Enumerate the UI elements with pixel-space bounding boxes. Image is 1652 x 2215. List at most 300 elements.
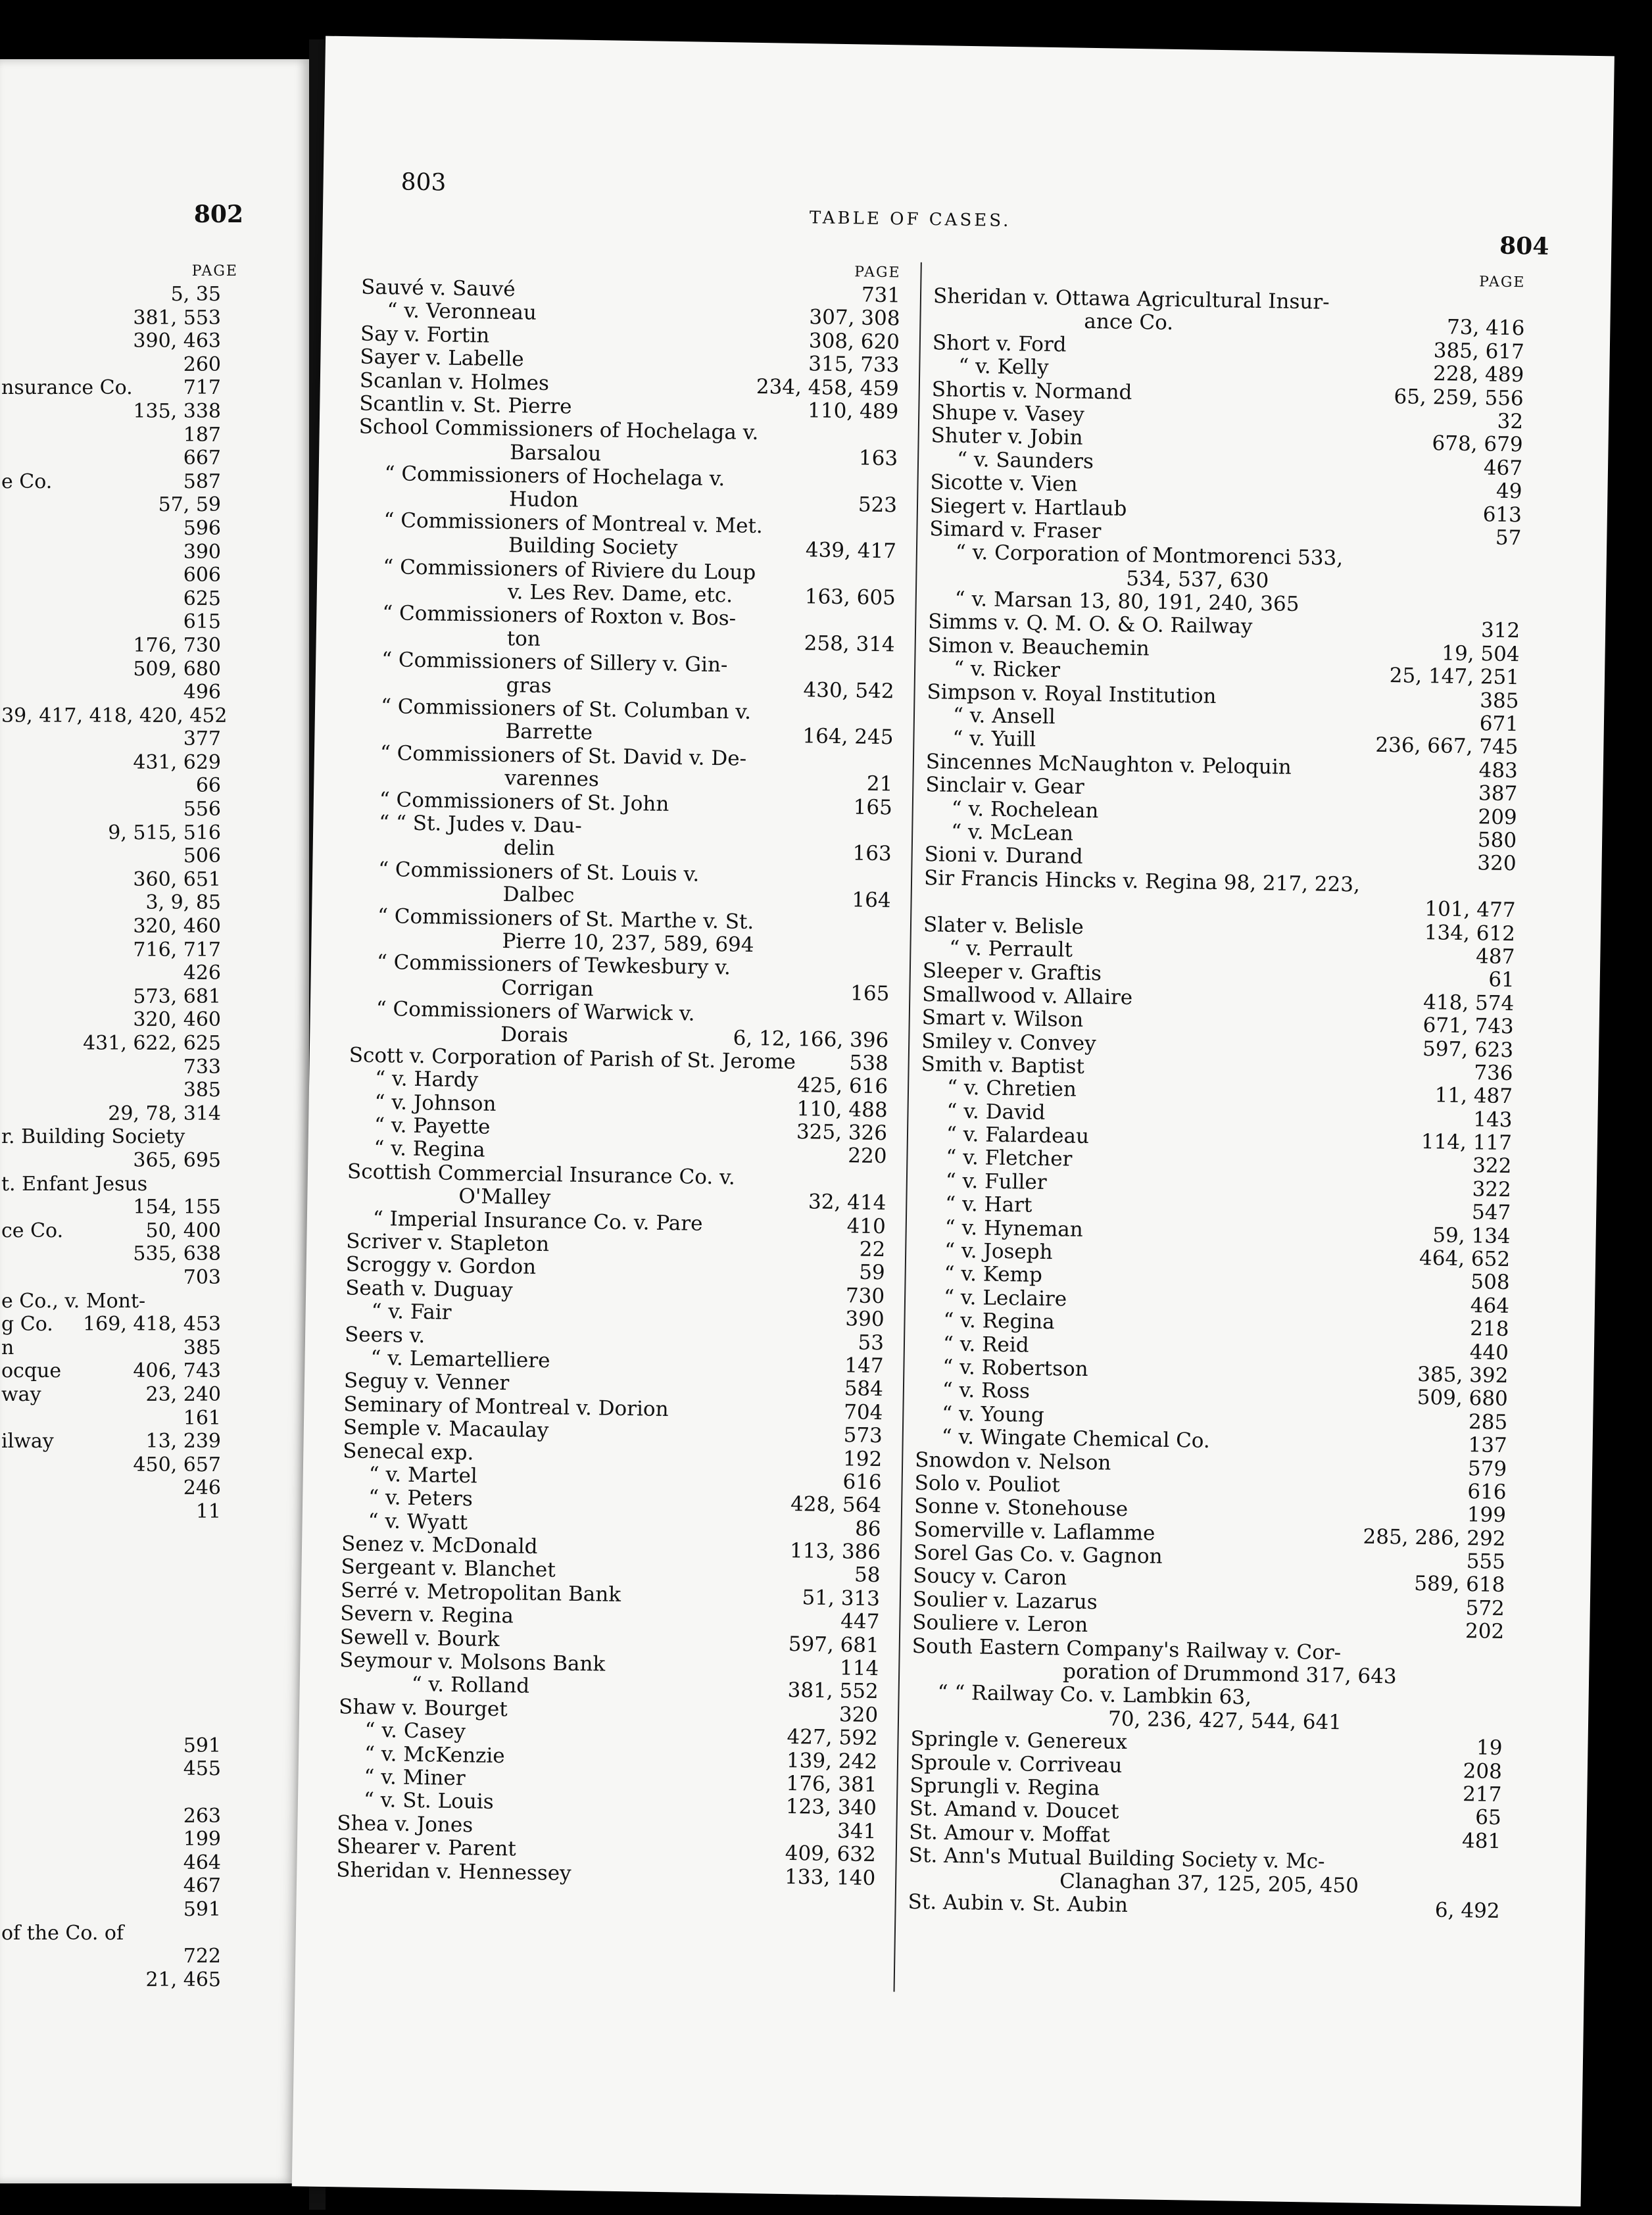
page-references: 3, 9, 85 [145, 891, 221, 915]
left-page-entry [0, 1805, 309, 1828]
case-name: “ v. St. Louis [363, 1788, 494, 1814]
left-page-entry [0, 1476, 309, 1500]
case-name: “ v. Fuller [945, 1169, 1047, 1194]
case-name: “ Imperial Insurance Co. v. Pare [372, 1206, 703, 1236]
case-name: Smith v. Baptist [921, 1052, 1085, 1079]
page-references: 390 [845, 1307, 885, 1332]
case-name: “ v. Regina [943, 1308, 1055, 1334]
page-references: 29, 78, 314 [108, 1102, 221, 1125]
case-name: “ v. Kelly [958, 354, 1049, 380]
page-references: 496 [183, 681, 221, 704]
left-page-entry [0, 938, 309, 962]
page-references: 110, 488 [796, 1096, 888, 1122]
page-references: 228, 489 [1432, 362, 1524, 387]
left-page-entry [0, 1430, 309, 1453]
left-page-folio: 802 [193, 201, 243, 228]
page-references: 547 [1471, 1200, 1511, 1225]
case-name: O'Malley [458, 1184, 551, 1210]
page-references: 731 [861, 283, 901, 308]
case-name: Sauvé v. Sauvé [360, 275, 516, 302]
page-references: 65, 259, 556 [1394, 384, 1524, 410]
case-name: “ v. Kemp [944, 1262, 1043, 1288]
page-references: 25, 147, 251 [1389, 664, 1520, 690]
page-references: 430, 542 [803, 677, 894, 703]
page-references: 385 [1480, 688, 1519, 713]
case-name: “ v. Falardeau [946, 1122, 1090, 1149]
case-name: ton [506, 626, 541, 651]
page-references: 101, 477 [1424, 897, 1516, 923]
case-name: t. Enfant Jesus [1, 1172, 148, 1196]
case-name: Solo v. Pouliot [914, 1471, 1060, 1497]
case-name: ocque [1, 1359, 62, 1383]
index-column-right [908, 262, 1525, 1923]
case-name: “ v. Hyneman [944, 1215, 1083, 1242]
left-page-entry [0, 1898, 309, 1922]
page-references: 137 [1468, 1433, 1507, 1458]
page-references: 320 [1477, 851, 1517, 876]
page-references: 580 [1477, 828, 1517, 853]
case-name: St. Aubin v. St. Aubin [908, 1889, 1129, 1918]
page-references: 597, 681 [788, 1632, 880, 1657]
case-name: Severn v. Regina [340, 1601, 514, 1628]
page-references: 409, 632 [785, 1841, 877, 1867]
page-references: 199 [1467, 1503, 1507, 1528]
left-page-entry [0, 1594, 309, 1617]
case-name: “ Commissioners of St. John [379, 787, 669, 816]
page-references: 671, 743 [1422, 1013, 1514, 1039]
page-references: 260 [183, 353, 221, 376]
page-references: 387 [1478, 781, 1518, 806]
left-page-entry [0, 658, 309, 681]
page-references: 217 [1462, 1782, 1502, 1807]
case-name: 70, 236, 427, 544, 641 [1107, 1707, 1342, 1735]
page-number-left: 803 [401, 168, 447, 197]
left-page-entry [0, 1781, 309, 1805]
case-name: of the Co. of [1, 1921, 124, 1945]
case-name: Shearer v. Parent [336, 1834, 517, 1861]
page-references: 51, 313 [802, 1586, 881, 1611]
page-references: 209 [1478, 804, 1517, 829]
case-name: Sinclair v. Gear [925, 773, 1085, 800]
left-page-entry [0, 1453, 309, 1477]
case-name: n [1, 1336, 14, 1359]
page-references: 135, 338 [133, 399, 221, 423]
page-references: 6, 492 [1434, 1898, 1500, 1923]
column-head-page: PAGE [854, 264, 901, 281]
case-name: Clanaghan 37, 125, 205, 450 [1059, 1869, 1359, 1898]
page-references: 587 [183, 470, 221, 493]
page-references: 165 [853, 794, 893, 819]
case-name: Sincennes McNaughton v. Peloquin [925, 749, 1292, 779]
page-references: 481 [1461, 1828, 1501, 1853]
left-page-entry [0, 1617, 309, 1641]
left-page-entry [0, 961, 309, 985]
left-page-entry [0, 1008, 309, 1032]
page-references: 134, 612 [1424, 920, 1516, 946]
left-page-entry [0, 447, 309, 470]
left-page-entry [0, 1032, 309, 1056]
page-references: 385, 617 [1433, 338, 1525, 364]
case-name: ance Co. [1084, 310, 1174, 335]
left-page-entry [0, 1242, 309, 1266]
page-references: 208 [1463, 1759, 1503, 1784]
page-references: 164, 245 [802, 724, 894, 750]
left-page-entry [0, 1547, 309, 1570]
page-references: 187 [183, 423, 221, 447]
case-name: Sheridan v. Hennessey [336, 1857, 571, 1886]
left-page-entry [0, 1290, 309, 1313]
case-list-right [908, 285, 1525, 1923]
case-name: “ “ Railway Co. v. Lambkin 63, [937, 1680, 1252, 1710]
left-page-entry [0, 1664, 309, 1688]
left-page-entry [0, 587, 309, 611]
case-name: “ Commissioners of Warwick v. [376, 997, 695, 1026]
page-references: 589, 618 [1414, 1572, 1505, 1597]
left-page-entry [0, 1734, 309, 1758]
case-name: Say v. Fortin [360, 322, 490, 348]
page-references: 671 [1479, 712, 1519, 737]
left-page-entry [0, 376, 309, 400]
case-name: ce Co. [1, 1219, 64, 1242]
page-references: 320 [838, 1703, 879, 1727]
left-page-entry [0, 1219, 309, 1243]
page-references: 9, 515, 516 [108, 821, 221, 844]
case-list-left [336, 276, 900, 1891]
page-references: 584 [844, 1376, 884, 1401]
left-page-entry [0, 681, 309, 704]
case-name: Seymour v. Molsons Bank [339, 1648, 606, 1676]
case-name: Scott v. Corporation of Parish of St. Jerome [349, 1043, 796, 1074]
case-name: Sorel Gas Co. v. Gagnon [913, 1541, 1163, 1569]
page-references: 143 [1473, 1107, 1513, 1132]
page-references: 428, 564 [790, 1492, 882, 1518]
index-column-left [336, 254, 901, 1891]
page-references: 202 [1465, 1619, 1505, 1644]
page-references: 616 [1467, 1480, 1507, 1505]
case-name: Somerville v. Laflamme [913, 1517, 1155, 1546]
page-references: 606 [183, 564, 221, 587]
left-page-entry [0, 1640, 309, 1664]
case-name: Snowdon v. Nelson [914, 1448, 1111, 1475]
page-references: 320, 460 [133, 915, 221, 938]
case-name: gras [506, 673, 552, 698]
page-references: 573 [843, 1423, 883, 1448]
case-name: “ v. Fair [371, 1300, 452, 1325]
page-references: 23, 240 [145, 1382, 221, 1406]
case-name: “ v. Leclaire [943, 1285, 1067, 1311]
case-name: Siegert v. Hartlaub [929, 493, 1127, 521]
case-name: Shupe v. Vasey [931, 401, 1085, 427]
case-name: Sheridan v. Ottawa Agricultural Insur- [933, 284, 1330, 314]
left-page-entry [0, 1149, 309, 1173]
left-page-entry [0, 1313, 309, 1336]
page-references: 22 [859, 1237, 886, 1262]
case-name: Seath v. Duguay [345, 1276, 513, 1303]
page-references: 325, 326 [796, 1120, 888, 1146]
left-page-entry [0, 541, 309, 564]
left-page-entry [0, 1125, 309, 1149]
page-references: 390, 463 [133, 329, 221, 353]
case-name: South Eastern Company's Railway v. Cor- [911, 1634, 1342, 1665]
case-name: 39, 417, 418, 420, 452 [1, 704, 228, 727]
page-references: 73, 416 [1446, 315, 1525, 341]
left-page-entry [0, 1359, 309, 1383]
case-name: Senez v. McDonald [341, 1532, 538, 1559]
case-name: Seminary of Montreal v. Dorion [343, 1392, 669, 1421]
page-references: 218 [1470, 1317, 1509, 1342]
left-page-entry [0, 915, 309, 938]
case-name: “ v. Ansell [952, 703, 1056, 729]
page-references: 110, 489 [807, 399, 899, 424]
page-references: 57, 59 [158, 493, 221, 517]
case-name: “ Commissioners of St. Columban v. [380, 694, 752, 724]
case-name: Smart v. Wilson [921, 1006, 1084, 1032]
page-references: 572 [1465, 1596, 1505, 1620]
case-name: g Co. [1, 1313, 53, 1336]
page-references: 322 [1472, 1154, 1512, 1179]
page-references: 487 [1475, 944, 1515, 969]
left-page-entry [0, 751, 309, 775]
page-references: 616 [842, 1470, 882, 1495]
page-references: 455 [183, 1757, 221, 1781]
page-references: 730 [845, 1284, 885, 1308]
page-references: 58 [854, 1563, 881, 1588]
left-page-entry [0, 1523, 309, 1547]
left-page-entry [0, 798, 309, 821]
page-references: 365, 695 [133, 1148, 221, 1172]
case-name: “ v. Lemartelliere [370, 1346, 550, 1373]
page-references: 263 [183, 1804, 221, 1828]
page-references: 439, 417 [805, 538, 897, 564]
case-name: v. Les Rev. Dame, etc. [507, 580, 733, 608]
page-references: 509, 680 [1417, 1386, 1509, 1411]
case-name: “ v. Yuill [952, 727, 1036, 752]
case-name: “ v. Saunders [956, 447, 1094, 474]
left-page-entry [0, 329, 309, 353]
left-page-entry [0, 891, 309, 915]
page-references: 613 [1482, 502, 1522, 527]
page-references: 509, 680 [133, 657, 221, 681]
page-references: 65 [1475, 1805, 1502, 1830]
page-references: 320, 460 [133, 1008, 221, 1032]
case-name: “ v. Payette [374, 1113, 491, 1139]
left-page-entry [0, 564, 309, 587]
page-references: 447 [840, 1609, 880, 1634]
left-page-entry [0, 1102, 309, 1126]
case-name: “ v. Hardy [374, 1067, 479, 1092]
page-references: 322 [1472, 1177, 1512, 1202]
left-page-entry [0, 493, 309, 517]
case-name: “ Commissioners of Riviere du Loup [383, 554, 756, 585]
left-page-entry [0, 424, 309, 447]
case-name: e Co., v. Mont- [1, 1289, 146, 1313]
case-name: Seers v. [344, 1322, 425, 1348]
page-references: 717 [183, 376, 221, 400]
page-references: 21, 465 [145, 1968, 221, 1991]
page-references: 703 [183, 1265, 221, 1289]
page-references: 246 [183, 1476, 221, 1500]
left-page-entry [0, 634, 309, 658]
case-name: Sayer v. Labelle [360, 345, 524, 372]
case-name: Pierre 10, 237, 589, 694 [502, 929, 754, 957]
left-page-entry [0, 1851, 309, 1875]
case-name: Scanlan v. Holmes [359, 368, 550, 395]
page-references: 591 [183, 1897, 221, 1921]
page-references: 341 [837, 1818, 877, 1843]
left-page-entry [0, 1383, 309, 1407]
page-references: 32 [1497, 409, 1524, 434]
case-name: Sproule v. Corriveau [910, 1750, 1123, 1778]
left-page-entry [0, 844, 309, 868]
page-references: 169, 418, 453 [83, 1313, 221, 1336]
page-references: 678, 679 [1432, 431, 1523, 457]
case-name: Smiley v. Convey [921, 1029, 1096, 1056]
page-references: 467 [1483, 456, 1523, 481]
page-references: 360, 651 [133, 867, 221, 891]
page-references: 573, 681 [133, 985, 221, 1008]
case-name: “ v. McKenzie [364, 1741, 505, 1768]
case-name: “ v. Ross [942, 1378, 1031, 1404]
page-references: 49 [1495, 479, 1522, 504]
left-page-column-head: PAGE [191, 263, 238, 280]
case-name: “ v. Young [942, 1401, 1045, 1427]
case-name: Dalbec [502, 883, 575, 908]
left-page-entry [0, 1056, 309, 1079]
page-references: 315, 733 [808, 352, 900, 377]
page-references: 506 [183, 844, 221, 868]
page-references: 199 [183, 1828, 221, 1851]
case-name: Scottish Commercial Insurance Co. v. [347, 1159, 736, 1190]
case-name: Hudon [508, 487, 579, 512]
case-name: “ v. Robertson [942, 1355, 1088, 1382]
case-name: “ v. Johnson [374, 1090, 497, 1116]
case-name: “ v. Wingate Chemical Co. [941, 1424, 1211, 1453]
page-references: 390 [183, 540, 221, 564]
page-references: 66 [195, 774, 221, 798]
page-references: 86 [854, 1517, 881, 1541]
case-name: “ Commissioners of Sillery v. Gin- [381, 648, 728, 677]
left-page-index-list [0, 283, 309, 1991]
case-name: Scriver v. Stapleton [346, 1229, 550, 1257]
case-name: “ v. McLean [950, 819, 1074, 846]
left-page-entry [0, 1711, 309, 1734]
page-references: 164 [852, 888, 891, 913]
page-references: 307, 308 [809, 305, 900, 331]
page-references: 176, 381 [786, 1771, 877, 1797]
page-references: 440 [1469, 1340, 1509, 1365]
page-references: 736 [1474, 1061, 1513, 1086]
case-name: “ Commissioners of Roxton v. Bos- [382, 601, 737, 631]
page-references: 147 [844, 1353, 884, 1378]
page-references: 19, 504 [1441, 641, 1520, 667]
page-references: 591 [183, 1734, 221, 1757]
page-references: 722 [183, 1945, 221, 1968]
page-references: 11, 487 [1434, 1083, 1513, 1109]
left-page-entry [0, 1945, 309, 1968]
case-name: Smallwood v. Allaire [922, 982, 1133, 1010]
page-references: 508 [1470, 1270, 1510, 1295]
case-name: Shuter v. Jobin [931, 424, 1083, 450]
case-name: Short v. Ford [932, 330, 1067, 357]
page-references: 535, 638 [133, 1242, 221, 1266]
case-name: 534, 537, 630 [1126, 566, 1269, 593]
case-name: Slater v. Belisle [923, 912, 1084, 939]
case-name: “ Commissioners of St. David v. De- [379, 741, 747, 771]
page-references: 467 [183, 1874, 221, 1898]
left-page-entry [0, 1757, 309, 1781]
case-name: Sergeant v. Blanchet [341, 1555, 556, 1582]
main-page [292, 36, 1615, 2206]
case-name: Souliere v. Leron [912, 1611, 1088, 1638]
left-page-entry [0, 985, 309, 1009]
case-name: “ v. Regina [374, 1136, 485, 1163]
page-references: 234, 458, 459 [756, 374, 900, 401]
page-references: 464, 652 [1419, 1246, 1511, 1272]
case-name: Shaw v. Bourget [338, 1695, 508, 1722]
left-page-entry [0, 1407, 309, 1430]
page-references: 418, 574 [1422, 990, 1515, 1015]
page-references: 579 [1467, 1456, 1507, 1481]
left-page-entry [0, 727, 309, 751]
left-page-entry [0, 517, 309, 541]
page-references: 11 [195, 1499, 221, 1523]
case-name: delin [503, 836, 556, 861]
case-name: “ Commissioners of Tewkesbury v. [376, 950, 731, 980]
page-references: 53 [858, 1330, 885, 1355]
page-references: 5, 35 [170, 283, 221, 306]
case-name: Shortis v. Normand [931, 377, 1132, 404]
page-references: 385, 392 [1417, 1362, 1509, 1388]
page-references: 57 [1495, 525, 1522, 550]
page-title: TABLE OF CASES. [809, 208, 1011, 231]
page-references: 426 [183, 961, 221, 985]
case-name: Seguy v. Venner [343, 1369, 510, 1396]
case-name: Shea v. Jones [337, 1811, 474, 1838]
page-references: 425, 616 [796, 1073, 888, 1099]
page-references: 163 [852, 841, 892, 866]
case-name: “ v. Martel [368, 1462, 478, 1488]
case-name: nsurance Co. [1, 376, 133, 400]
page-references: 139, 242 [786, 1748, 878, 1774]
case-name: Semple v. Macaulay [343, 1415, 549, 1443]
page-references: 406, 743 [133, 1359, 221, 1383]
column-head-page: PAGE [1478, 274, 1526, 291]
page-references: 32, 414 [808, 1190, 887, 1215]
page-references: 6, 12, 166, 396 [733, 1026, 889, 1052]
page-references: 59 [858, 1260, 885, 1285]
page-references: 163, 605 [804, 585, 896, 610]
case-name: “ Commissioners of Hochelaga v. [384, 462, 725, 491]
page-references: 385 [183, 1079, 221, 1102]
case-name: Soulier v. Lazarus [912, 1587, 1098, 1615]
page-references: 285 [1468, 1409, 1508, 1434]
left-page-entry [0, 1079, 309, 1102]
page-references: 615 [183, 610, 221, 634]
page-references: 385 [183, 1336, 221, 1359]
page-references: 716, 717 [133, 938, 221, 961]
left-page-entry [0, 283, 309, 306]
page-references: 381, 552 [787, 1678, 879, 1704]
case-name: Scantlin v. St. Pierre [359, 391, 572, 419]
case-name: Serré v. Metropolitan Bank [340, 1578, 621, 1607]
case-name: “ v. Joseph [944, 1238, 1053, 1265]
case-name: way [1, 1382, 41, 1406]
case-name: Simpson v. Royal Institution [927, 679, 1217, 708]
page-references: 113, 386 [789, 1539, 881, 1565]
page-references: 133, 140 [784, 1864, 876, 1890]
case-name: “ v. Ricker [953, 656, 1061, 683]
page-references: 377 [183, 727, 221, 751]
